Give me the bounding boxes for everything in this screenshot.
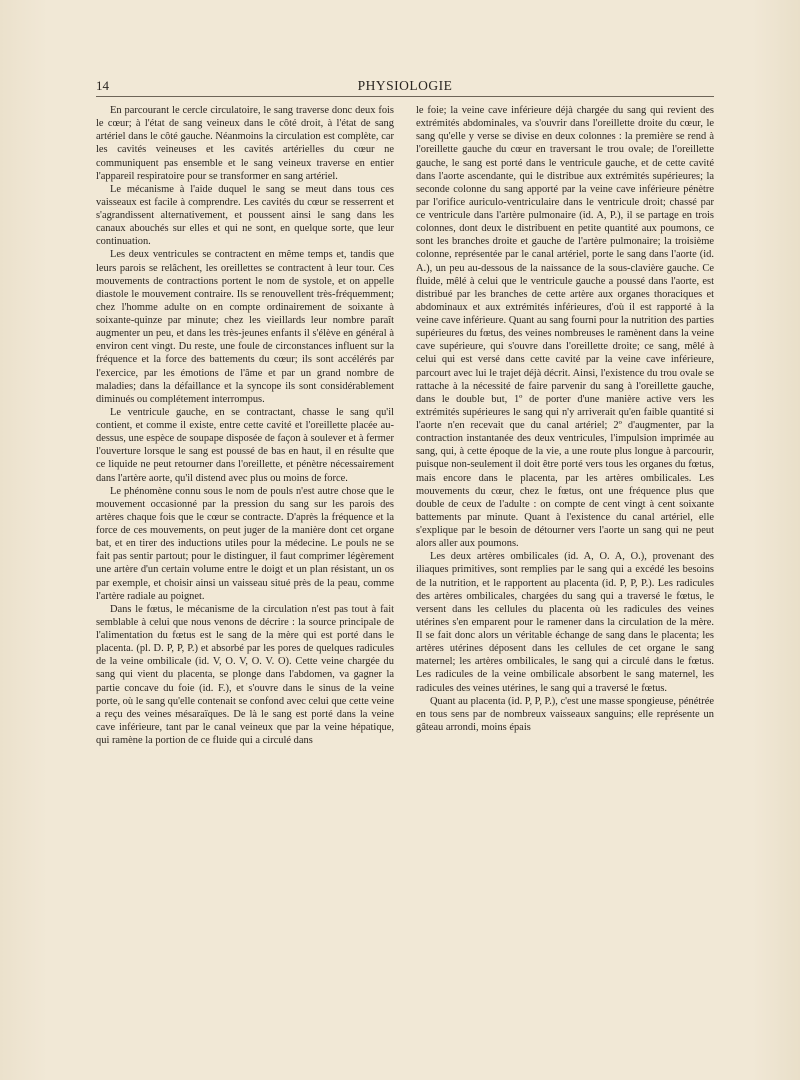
paragraph: Le mécanisme à l'aide duquel le sang se meut dans tous ces vaisseaux est facile à comprendre. Les cavités du cœur se resserrent et s'agrandissent alternativement, et poussent ainsi le sang dans les canaux abouchés sur elles et qui ne sont, en quelque sorte, que leur continuation. — [96, 183, 394, 248]
page-number: 14 — [96, 78, 109, 93]
running-head — [96, 78, 714, 98]
paragraph: Dans le fœtus, le mécanisme de la circulation n'est pas tout à fait semblable à celui que nous venons de décrire : la source principale de l'alimentation du fœtus est le sang de la mère qui est porté dans le placenta. (pl. D. P, P, P.) et absorbé par les pores de quelques radicules de la veine ombilicale (id. V, O. V, O. V. O). Cette veine chargée du sang qui vient du placenta, se plonge dans l'abdomen, va gagner la partie concave du foie (id. F.), et s'ouvre dans le sinus de la veine porte, où le sang qu'elle contenait se confond avec celui que cette veine a reçu des veines mésaraïques. De là le sang est porté dans la veine cave inférieure, tant par le canal veineux que par la veine hépatique, qui ramène la portion de ce fluide qui a circulé dans — [96, 603, 394, 746]
left-column — [96, 104, 394, 747]
paragraph-continued: le foie; la veine cave inférieure déjà chargée du sang qui revient des extrémités abdominales, va s'ouvrir dans l'oreillette droite du cœur, le sang qu'elle y verse se divise en deux colonnes : la première se rend à l'oreillette gauche du cœur en traversant le trou ovale; de l'oreillette gauche, le sang est porté dans le ventricule gauche, et de cette cavité dans l'aorte ascendante, qui le distribue aux extrémités supérieures; la seconde colonne du sang apporté par la veine cave inférieure pénètre par l'orifice auriculo-ventriculaire dans le ventricule droit; chassé par ce ventricule dans l'artère pulmonaire (id. A, P.), il se partage en trois colonnes, dont deux le distribuent en petite quantité aux poumons, ce sont les branches droite et gauche de l'artère pulmonaire; la troisième colonne, représentée par le canal artériel, porte le sang dans l'aorte (id. A.), un peu au-dessous de la naissance de la sous-clavière gauche. Ce fluide, mêlé à celui que le ventricule gauche a poussé dans l'aorte, est distribué par les branches de cette artère aux organes thoraciques et abdominaux et aux extrémités inférieures, d'où il est rapporté à la veine cave inférieure. Quant au sang fourni pour la nutrition des parties supérieures du fœtus, des veines nombreuses le ramènent dans la veine cave supérieure, qui s'ouvre dans l'oreillette droite; ce sang, mêlé à celui qui est versé dans cette cavité par la veine cave inférieure, parcourt avec lui le trajet déjà décrit. Ainsi, l'existence du trou ovale se rattache à la nécessité de faire parvenir du sang à l'oreillette gauche, dans le double but, 1º de porter d'une manière active vers les extrémités supérieures le sang qui n'y arriverait qu'en faible quantité si l'aorte n'en recevait que du canal artériel; 2º d'augmenter, par la contraction instantanée des deux ventricules, l'impulsion imprimée au sang, qui, à cette époque de la vie, a une route plus longue à parcourir, puisque non-seulement il doit être porté vers tous les organes du fœtus, mais encore dans le placenta, par les artères ombilicales. Les mouvements du cœur, chez le fœtus, ont une fréquence plus que double de ceux de l'adulte : on compte de cent vingt à cent soixante battements par minute. Quant à l'existence du canal artériel, elle s'explique par le besoin de détourner vers l'aorte un sang qui ne peut alors aller aux poumons. — [416, 105, 714, 550]
header-rule — [96, 96, 714, 97]
paragraph: Les deux ventricules se contractent en même temps et, tandis que leurs parois se relâchent, les oreillettes se contractent à leur tour. Ces mouvements de contractions portent le nom de systole, et on appelle diastole le mouvement contraire. Ils se renouvellent très-fréquemment; chez l'homme adulte on en compte ordinairement de soixante à soixante-quinze par minute; chez les vieillards leur nombre paraît augmenter un peu, et dans les très-jeunes enfants il s'élève en général à environ cent vingt. Du reste, une foule de circonstances influent sur la fréquence et la force des battements du cœur; ils sont accélérés par l'exercice, par les émotions de l'âme et par un grand nombre de maladies; dans la défaillance et la syncope ils sont considérablement diminués ou complétement interrompus. — [96, 249, 394, 405]
text-columns — [96, 104, 714, 747]
paragraph: Le ventricule gauche, en se contractant, chasse le sang qu'il contient, et comme il existe, entre cette cavité et l'oreillette placée au-dessus, une espèce de soupape disposée de façon à soulever et à fermer l'ouverture lorsque le sang est poussé de bas en haut, il en résulte que ce liquide ne peut retourner dans l'oreillette, et pénètre nécessairement dans l'artère aorte, qu'il distend avec plus ou moins de force. — [96, 406, 394, 484]
paragraph: En parcourant le cercle circulatoire, le sang traverse donc deux fois le cœur; à l'état de sang veineux dans le côté droit, à l'état de sang artériel dans le côté gauche. Néanmoins la circulation est complète, car les cavités veineuses et les cavités artérielles du cœur ne communiquent pas ensemble et le sang veineux traverse en entier l'appareil respiratoire pour se transformer en sang artériel. — [96, 105, 394, 182]
paragraph: Quant au placenta (id. P, P, P.), c'est une masse spongieuse, pénétrée en tous sens par de nombreux vaisseaux sanguins; elle représente un gâteau arrondi, moins épais — [416, 695, 714, 733]
running-title: PHYSIOLOGIE — [357, 78, 453, 93]
right-column — [416, 104, 714, 747]
paragraph: Les deux artères ombilicales (id. A, O. A, O.), provenant des iliaques primitives, sont remplies par le sang qui a excédé les besoins de la nutrition, et le rapportent au placenta (id. P, P, P.). Les radicules des artères ombilicales, chargées du sang qui a traversé le fœtus, le versent dans les cellules du placenta où les radicules des veines utérines s'en emparent pour le ramener dans la circulation de la mère. Il se fait donc alors un véritable échange de sang dans le placenta; les artères utérines déposent dans les cellules de cet organe le sang maternel; les artères ombilicales, le sang qui a circulé dans le fœtus. Les radicules de la veine ombilicale absorbent le sang maternel, les radicules des veines utérines, le sang qui a traversé le fœtus. — [416, 551, 714, 694]
paragraph: Le phénomène connu sous le nom de pouls n'est autre chose que le mouvement occasionné par la pression du sang sur les parois des artères chaque fois que le cœur se contracte. D'après la fréquence et la force de ces mouvements, on peut juger de la manière dont cet organe bat, et en tirer des inductions utiles pour la médecine. Le pouls ne se fait pas sentir partout; pour le distinguer, il faut comprimer légèrement une artère d'un certain volume entre le doigt et un plan résistant, un os par exemple, et choisir ainsi un vaisseau situé près de la peau, comme l'artère radiale au poignet. — [96, 485, 394, 602]
